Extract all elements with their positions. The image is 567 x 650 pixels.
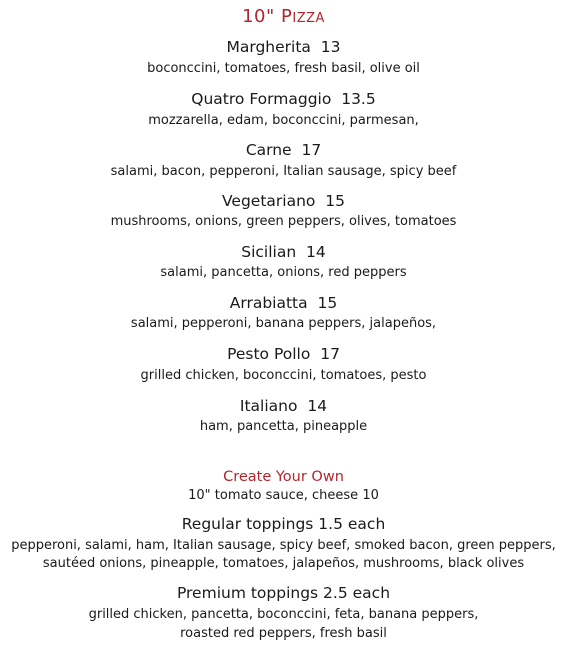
menu-item-desc: salami, bacon, pepperoni, Italian sausage, spicy beef xyxy=(110,164,457,179)
menu-item-price: 15 xyxy=(317,294,338,312)
create-your-own-heading: Create Your Own xyxy=(223,469,344,485)
menu-item-desc: boconccini, tomatoes, fresh basil, olive oil xyxy=(147,61,420,76)
menu-item-price: 14 xyxy=(307,397,328,415)
menu-item-price: 13.5 xyxy=(341,90,376,108)
menu-item-price: 14 xyxy=(306,243,326,261)
premium-toppings-line: grilled chicken, pancetta, boconccini, feta, banana peppers, xyxy=(88,607,479,622)
menu-item-desc: grilled chicken, boconccini, tomatoes, pesto xyxy=(140,368,427,383)
menu-item-desc: ham, pancetta, pineapple xyxy=(199,419,368,434)
menu-item-price: 17 xyxy=(301,141,322,159)
regular-toppings-line: sautéed onions, pineapple, tomatoes, jalapeños, mushrooms, black olives xyxy=(42,556,525,571)
premium-toppings-line: roasted red peppers, fresh basil xyxy=(180,626,387,641)
menu-item-name: Carne 17 xyxy=(245,141,322,159)
premium-toppings-label: Premium toppings 2.5 each xyxy=(176,584,391,602)
menu-item-name: Italiano 14 xyxy=(239,397,328,415)
menu-item-price: 15 xyxy=(325,192,345,210)
menu-item-desc: mushrooms, onions, green peppers, olives, tomatoes xyxy=(110,214,457,229)
menu-title: 10" Pizza xyxy=(242,6,325,27)
regular-toppings-label: Regular toppings 1.5 each xyxy=(181,515,386,533)
menu-item-name: Arrabiatta 15 xyxy=(229,294,338,312)
menu-item-name: Pesto Pollo 17 xyxy=(227,345,340,363)
create-your-own-base: 10" tomato sauce, cheese 10 xyxy=(188,488,379,503)
menu-item-name: Margherita 13 xyxy=(226,38,341,56)
menu-item-name: Vegetariano 15 xyxy=(222,192,345,210)
regular-toppings-line: pepperoni, salami, ham, Italian sausage, spicy beef, smoked bacon, green peppers, xyxy=(11,538,556,553)
menu-item-name: Quatro Formaggio 13.5 xyxy=(191,90,376,108)
menu-item-price: 17 xyxy=(320,345,340,363)
menu-item-desc: salami, pancetta, onions, red peppers xyxy=(160,265,407,280)
menu-item-desc: mozzarella, edam, boconccini, parmesan, xyxy=(148,113,419,128)
menu-item-price: 13 xyxy=(320,38,341,56)
menu-item-name: Sicilian 14 xyxy=(241,243,326,261)
menu-item-desc: salami, pepperoni, banana peppers, jalapeños, xyxy=(130,316,437,331)
